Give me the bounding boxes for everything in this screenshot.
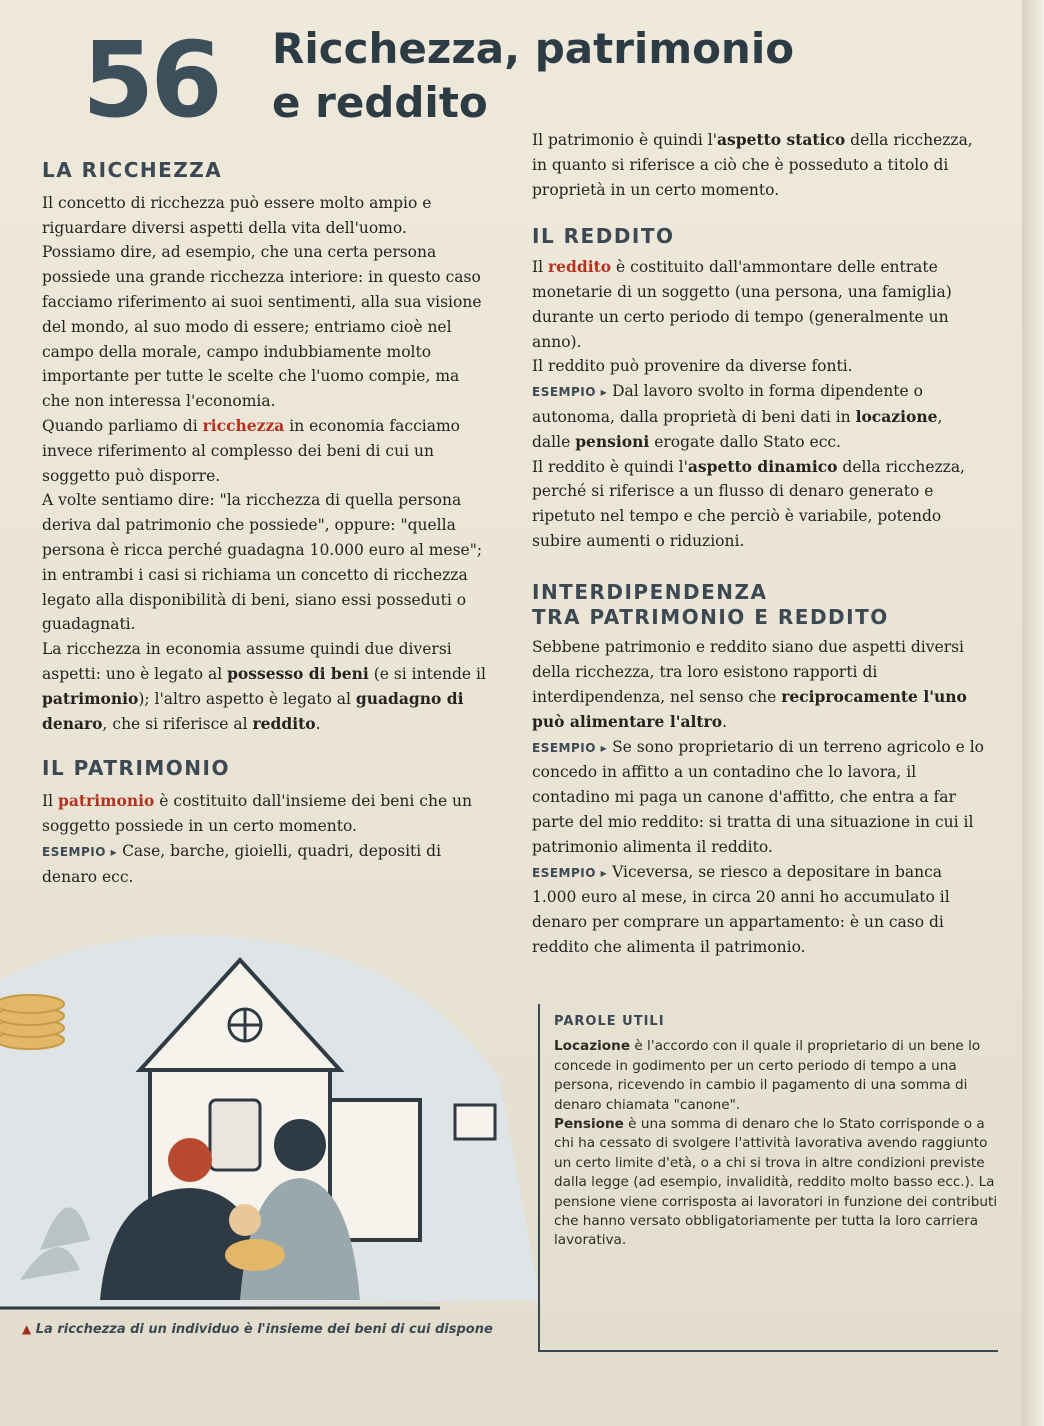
bold-run: patrimonio <box>42 688 139 708</box>
text-run: è l'accordo con il quale il proprietario di un bene lo concede in godimento per un certo periodo di tempo a una persona, ricevendo in cambio il pagamento di una somma di denaro chiamata "canone". <box>554 1038 981 1113</box>
text-run: della ricchezza, in quanto si riferisce a ciò che è posseduto a titolo di proprietà in un certo momento. <box>532 131 973 199</box>
bold-run: pensioni <box>575 431 650 451</box>
right-column <box>532 128 984 960</box>
bold-run: aspetto dinamico <box>687 456 838 476</box>
caption-triangle-icon: ▲ <box>22 1322 32 1336</box>
coin-stack-icon <box>0 995 64 1049</box>
unit-title-line2: e reddito <box>272 78 488 127</box>
term-pensione: Pensione <box>554 1116 624 1133</box>
definition-locazione <box>554 1037 998 1115</box>
reddito-p2: Il reddito può provenire da diverse fonti. <box>532 357 853 376</box>
page-edge <box>1022 0 1044 1426</box>
text-run: ); l'altro aspetto è legato al <box>138 689 356 708</box>
term-reddito: reddito <box>548 257 612 277</box>
parole-utili-box <box>538 1004 998 1352</box>
term-locazione: Locazione <box>554 1038 631 1055</box>
text-run: Il patrimonio è quindi l' <box>532 131 717 149</box>
example-tag: ESEMPIO ▸ <box>532 865 608 880</box>
patrimonio-p1 <box>42 789 490 839</box>
bold-run: reddito <box>252 713 316 733</box>
text-run: Viceversa, se riesco a depositare in banca 1.000 euro al mese, in circa 20 anni ho accumulato il denaro per comprare un appartamento: è un caso di reddito che alimenta il patrimonio. <box>532 862 950 956</box>
heading-interdipendenza <box>532 580 984 630</box>
interdipendenza-ex1 <box>532 735 984 860</box>
heading-ricchezza: LA RICCHEZZA <box>42 158 223 182</box>
ricchezza-p4: A volte sentiamo dire: "la ricchezza di quella persona deriva dal patrimonio che possiede", oppure: "quella persona è ricca perché guadagna 10.000 euro al mese"; in entrambi i casi si richiama un concetto di ricchezza legato alla disponibilità di beni, siano essi posseduti o guadagnati. <box>42 491 483 634</box>
reddito-p1 <box>532 255 984 354</box>
caption-text: La ricchezza di un individuo è l'insieme dei beni di cui dispone <box>35 1322 493 1337</box>
definition-pensione <box>554 1115 998 1251</box>
unit-number: 56 <box>82 19 219 141</box>
text-run: (e si intende il <box>368 664 486 683</box>
text-run: Se sono proprietario di un terreno agricolo e lo concedo in affitto a un contadino che lo lavora, il contadino mi paga un canone d'affitto, che entra a far parte del mio reddito: si tratta di una situazione in cui il patrimonio alimenta il reddito. <box>532 737 985 856</box>
text-run: è una somma di denaro che lo Stato corrisponde o a chi ha cessato di svolgere l'attività lavorativa avendo raggiunto un certo limite d'età, o a chi si trova in altre condizioni previste dalla legge (ad esempio, invalidità, reddito molto basso ecc.). La pensione viene corrisposta ai lavoratori in funzione dei contributi che hanno versato obbligatoriamente per tutta la loro carriera lavorativa. <box>554 1116 998 1249</box>
text-run: Il <box>532 258 549 277</box>
patrimonio-example <box>42 839 490 890</box>
ricchezza-p3 <box>42 414 490 488</box>
interdipendenza-ex2 <box>532 860 984 960</box>
patrimonio-statico <box>532 128 984 202</box>
text-run: in economia facciamo invece riferimento al complesso dei beni di cui un soggetto può disporre. <box>42 416 460 485</box>
text-run: , che si riferisce al <box>102 714 253 733</box>
text-run: è costituito dall'insieme dei beni che un soggetto possiede in un certo momento. <box>42 792 473 835</box>
text-run: Dal lavoro svolto in forma dipendente o autonoma, dalla proprietà di beni dati in <box>532 382 923 426</box>
text-run: erogate dallo Stato ecc. <box>649 432 841 451</box>
reddito-example <box>532 379 984 454</box>
text-run: Il <box>42 792 59 811</box>
text-run: Quando parliamo di <box>42 416 203 435</box>
text-run: La ricchezza in economia assume quindi due diversi aspetti: uno è legato al <box>42 640 452 683</box>
text-run: è costituito dall'ammontare delle entrate monetarie di un soggetto (una persona, una famiglia) durante un certo periodo di tempo (generalmente un anno). <box>532 258 952 351</box>
text-run: Case, barche, gioielli, quadri, depositi di denaro ecc. <box>42 841 442 886</box>
family-house-illustration <box>0 920 540 1320</box>
bold-run: reciprocamente l'uno può alimentare l'altro <box>532 686 967 731</box>
bold-run: guadagno di denaro <box>42 688 464 733</box>
text-run: della ricchezza, perché si riferisce a un flusso di denaro generato e ripetuto nel tempo e che perciò è variabile, potendo subire aumenti o riduzioni. <box>532 457 965 550</box>
text-run: . <box>315 714 321 733</box>
example-tag: ESEMPIO ▸ <box>42 844 118 859</box>
parole-utili-title: PAROLE UTILI <box>554 1014 665 1029</box>
heading-line: TRA PATRIMONIO E REDDITO <box>532 604 889 629</box>
term-ricchezza: ricchezza <box>202 415 285 435</box>
bold-run: possesso di beni <box>227 663 369 683</box>
text-run: Sebbene patrimonio e reddito siano due aspetti diversi della ricchezza, tra loro esistono rapporti di interdipendenza, nel senso che <box>532 638 965 706</box>
ricchezza-p2: Possiamo dire, ad esempio, che una certa persona possiede una grande ricchezza interiore: in questo caso facciamo riferimento ai suoi sentimenti, alla sua visione del mondo, al suo modo di essere; entriamo cioè nel campo della morale, campo indubbiamente molto importante per tutte le scelte che l'uomo compie, ma che non interessa l'economia. <box>42 243 482 411</box>
text-run: , dalle <box>532 407 943 451</box>
example-tag: ESEMPIO ▸ <box>532 385 608 400</box>
term-patrimonio: patrimonio <box>58 791 155 811</box>
unit-title <box>272 22 832 130</box>
illustration-caption <box>22 1322 502 1337</box>
ricchezza-p5 <box>42 637 490 736</box>
bold-run: aspetto statico <box>716 130 846 149</box>
heading-patrimonio: IL PATRIMONIO <box>42 756 230 781</box>
heading-line: INTERDIPENDENZA <box>532 579 768 604</box>
unit-title-line1: Ricchezza, patrimonio <box>272 24 795 73</box>
text-run: . <box>722 712 727 731</box>
ricchezza-p1: Il concetto di ricchezza può essere molto ampio e riguardare diversi aspetti della vita dell'uomo. <box>42 193 432 237</box>
reddito-p3 <box>532 455 984 554</box>
bold-run: locazione <box>855 406 938 426</box>
interdipendenza-p1 <box>532 635 984 734</box>
text-run: Il reddito è quindi l' <box>532 457 688 476</box>
example-tag: ESEMPIO ▸ <box>532 740 608 755</box>
left-column <box>42 158 490 889</box>
heading-reddito: IL REDDITO <box>532 224 675 249</box>
